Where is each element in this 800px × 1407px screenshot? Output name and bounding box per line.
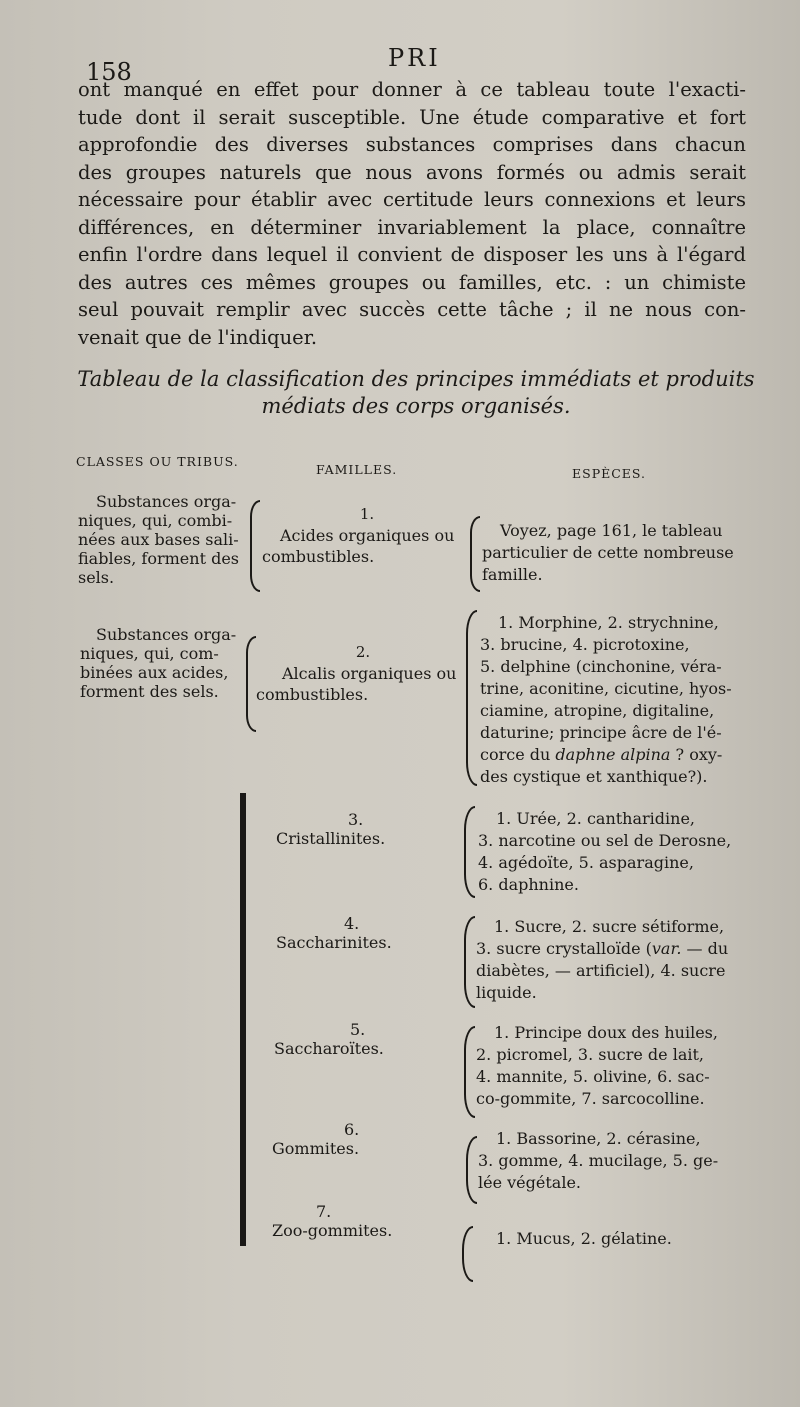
species-line: 1. Principe doux des huiles, <box>494 1023 718 1042</box>
species-line: des cystique et xanthique?). <box>480 767 708 786</box>
text-line: différences, en déterminer invariablement la place, connaître <box>78 215 746 239</box>
species-line: trine, aconitine, cicutine, hyos- <box>480 679 732 698</box>
species-line: 1. Sucre, 2. sucre sétiforme, <box>494 917 725 936</box>
species-cell <box>478 1128 774 1194</box>
text-line: des autres ces mêmes groupes ou familles, etc. : un chimiste <box>78 270 746 294</box>
species-line: liquide. <box>476 983 537 1002</box>
brace <box>464 1026 475 1118</box>
family-cell <box>274 1020 424 1058</box>
class-line: forment des sels. <box>80 682 219 701</box>
species-cell <box>476 1022 774 1110</box>
species-line: 4. agédoïte, 5. asparagine, <box>478 853 694 872</box>
text-line: des groupes naturels que nous avons formés ou admis serait <box>78 160 746 184</box>
class-line: fiables, forment des <box>78 549 240 568</box>
class-line: niques, qui, com- <box>80 644 219 663</box>
class-cell <box>78 492 248 587</box>
body-paragraph <box>78 76 746 351</box>
brace <box>470 516 480 592</box>
species-line: 3. narcotine ou sel de Derosne, <box>478 831 732 850</box>
species-line: co-gommite, 7. sarcocolline. <box>476 1089 705 1108</box>
species-cell <box>480 612 772 788</box>
column-header-families: FAMILLES. <box>316 462 398 477</box>
species-italic: daphne alpina <box>555 745 671 764</box>
species-line: lée végétale. <box>478 1173 581 1192</box>
family-number: 2. <box>355 643 371 661</box>
species-line: 3. gomme, 4. mucilage, 5. ge- <box>478 1151 719 1170</box>
species-line: 3. brucine, 4. picrotoxine, <box>480 635 690 654</box>
brace <box>466 1136 477 1204</box>
text-line: seul pouvait remplir avec succès cette tâche ; il ne nous con- <box>78 298 746 321</box>
brace <box>466 610 477 786</box>
species-line: diabètes, — artificiel), 4. sucre <box>476 961 726 980</box>
species-line: 1. Bassorine, 2. cérasine, <box>496 1129 701 1148</box>
species-line: 2. picromel, 3. sucre de lait, <box>476 1045 704 1064</box>
species-line: daturine; principe âcre de l'é- <box>480 723 722 742</box>
page-number: 158 <box>86 58 132 86</box>
species-line: 4. mannite, 5. olivine, 6. sac- <box>476 1067 710 1086</box>
species-line: Voyez, page 161, le tableau <box>500 521 723 540</box>
brace <box>250 500 260 592</box>
class-line: Substances orga- <box>96 625 237 644</box>
text-line: ont manqué en effet pour donner à ce tableau toute l'exacti- <box>78 78 746 101</box>
species-cell <box>482 520 772 586</box>
brace <box>246 636 256 732</box>
species-line: — du <box>681 939 729 958</box>
species-line: particulier de cette nombreuse <box>482 543 734 562</box>
family-cell <box>272 1120 422 1158</box>
table-title-line: Tableau de la classification des principes immédiats et produits <box>77 367 755 391</box>
species-line: 5. delphine (cinchonine, véra- <box>480 657 722 676</box>
family-name: Saccharoïtes. <box>274 1039 384 1058</box>
family-name: Cristallinites. <box>276 829 386 848</box>
text-line: tude dont il serait susceptible. Une étude comparative et fort <box>78 105 746 129</box>
family-cell <box>262 504 472 567</box>
class-line: Substances orga- <box>96 492 237 511</box>
family-cell <box>256 642 470 705</box>
family-name: combustibles. <box>262 547 375 566</box>
species-line: 6. daphnine. <box>478 875 579 894</box>
text-line: venait que de l'indiquer. <box>78 325 318 349</box>
species-cell <box>478 808 772 896</box>
species-line: 1. Urée, 2. cantharidine, <box>496 809 696 828</box>
class-cell <box>80 625 250 701</box>
class-line: niques, qui, combi- <box>78 511 233 530</box>
brace <box>464 806 475 898</box>
family-name: Gommites. <box>272 1139 360 1158</box>
species-line: 1. Mucus, 2. gélatine. <box>496 1229 672 1248</box>
family-cell <box>276 810 426 848</box>
class-line: nées aux bases sali- <box>78 530 239 549</box>
family-name: combustibles. <box>256 685 369 704</box>
class-line: binées aux acides, <box>80 663 229 682</box>
family-number: 3. <box>348 810 364 829</box>
family-number: 7. <box>316 1202 332 1221</box>
family-number: 5. <box>350 1020 366 1039</box>
family-name: Saccharinites. <box>276 933 392 952</box>
family-cell <box>272 1202 432 1240</box>
text-line: nécessaire pour établir avec certitude leurs connexions et leurs <box>78 188 746 211</box>
table-title-line: médiats des corps organisés. <box>261 394 571 418</box>
family-name: Zoo-gommites. <box>272 1221 393 1240</box>
text-line: approfondie des diverses substances comprises dans chacun <box>78 133 746 156</box>
species-line: 1. Morphine, 2. strychnine, <box>498 613 719 632</box>
species-line: ciamine, atropine, digitaline, <box>480 701 715 720</box>
group-bracket <box>240 793 246 1246</box>
family-number: 4. <box>344 914 360 933</box>
species-line: 3. sucre crystalloïde ( <box>476 939 652 958</box>
table-title <box>74 366 758 420</box>
species-line: corce du <box>480 745 556 764</box>
family-name: Acides organiques ou <box>280 526 455 545</box>
species-cell <box>476 916 774 1004</box>
class-line: sels. <box>78 568 115 587</box>
text-line: enfin l'ordre dans lequel il convient de disposer les uns à l'égard <box>78 243 746 266</box>
brace <box>464 916 475 1008</box>
column-header-classes: CLASSES OU TRIBUS. <box>76 454 239 469</box>
family-number: 1. <box>359 505 375 523</box>
running-head: PRI <box>388 44 441 72</box>
column-header-species: ESPÈCES. <box>572 466 647 481</box>
species-cell <box>478 1228 774 1250</box>
family-name: Alcalis organiques ou <box>282 664 457 683</box>
species-line: famille. <box>482 565 543 584</box>
family-cell <box>276 914 426 952</box>
brace <box>462 1226 473 1282</box>
species-line: ? oxy- <box>670 745 723 764</box>
family-number: 6. <box>344 1120 360 1139</box>
species-italic: var. <box>651 939 682 958</box>
